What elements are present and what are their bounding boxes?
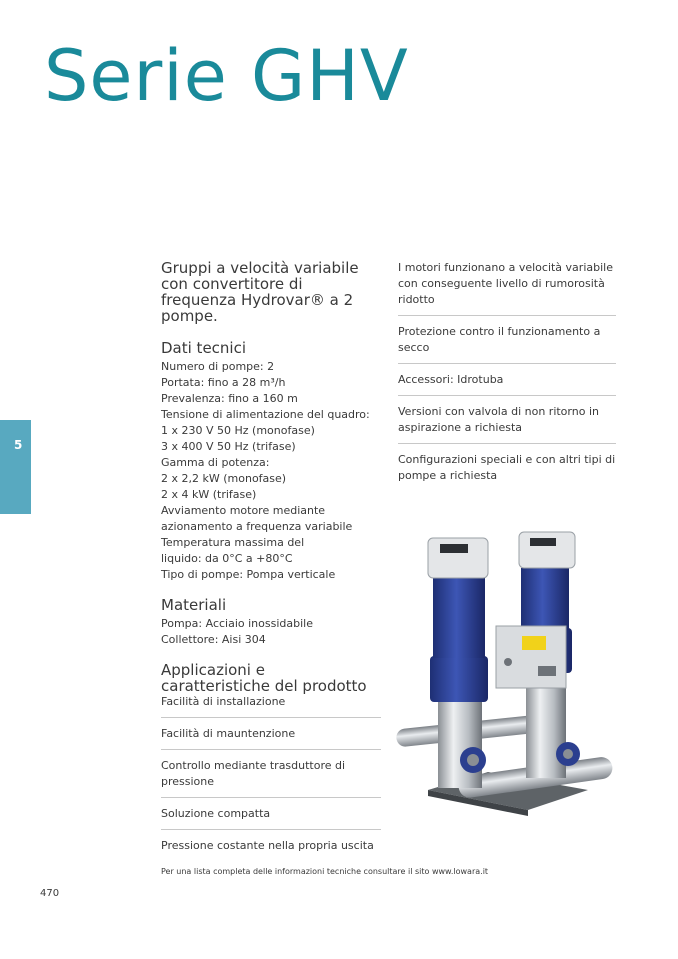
page-number: 470: [40, 888, 60, 899]
spec-item: 3 x 400 V 50 Hz (trifase): [161, 440, 296, 453]
dati-tecnici-heading: Dati tecnici: [161, 339, 247, 357]
right-feature-list: [398, 260, 616, 491]
spec-item: Prevalenza: fino a 160 m: [161, 392, 298, 405]
pump-group-illustration: [388, 528, 618, 816]
right-column: [398, 260, 616, 491]
materiali-heading: Materiali: [161, 596, 227, 614]
applicazioni-heading: [161, 662, 381, 694]
application-item: Soluzione compatta: [161, 798, 381, 830]
spec-item: 1 x 230 V 50 Hz (monofase): [161, 424, 315, 437]
section-tab-label: 5: [14, 438, 23, 452]
spec-item: Tipo di pompe: Pompa verticale: [161, 568, 336, 581]
page-title: Serie GHV: [44, 35, 409, 117]
left-column: [161, 260, 381, 861]
spec-item: 2 x 4 kW (trifase): [161, 488, 257, 501]
section-tab: [0, 420, 31, 514]
materiali-list: [161, 616, 381, 648]
intro-text: Gruppi a velocità variabile con convertitore di frequenza Hydrovar® a 2 pompe.: [161, 259, 359, 325]
material-item: Collettore: Aisi 304: [161, 633, 266, 646]
feature-item: Configurazioni speciali e con altri tipi di pompe a richiesta: [398, 453, 616, 482]
spec-item: azionamento a frequenza variabile: [161, 520, 353, 533]
application-item: Facilità di mauntenzione: [161, 718, 381, 750]
spec-item: Avviamento motore mediante: [161, 504, 326, 517]
spec-item: Temperatura massima del: [161, 536, 305, 549]
feature-item: Versioni con valvola di non ritorno in aspirazione a richiesta: [398, 396, 616, 444]
spec-item: Numero di pompe: 2: [161, 360, 275, 373]
feature-item: I motori funzionano a velocità variabile con conseguente livello di rumorosità ridotto: [398, 260, 616, 316]
applicazioni-list: [161, 694, 381, 861]
spec-item: liquido: da 0°C a +80°C: [161, 552, 293, 565]
spec-item: Portata: fino a 28 m³/h: [161, 376, 286, 389]
material-item: Pompa: Acciaio inossidabile: [161, 617, 313, 630]
footer-note: Per una lista completa delle informazioni tecniche consultare il sito www.lowara.it: [161, 867, 489, 876]
feature-item: Accessori: Idrotuba: [398, 364, 616, 396]
application-item: Pressione costante nella propria uscita: [161, 839, 374, 852]
spec-item: 2 x 2,2 kW (monofase): [161, 472, 287, 485]
application-item: Controllo mediante trasduttore di pressione: [161, 750, 381, 798]
application-item: Facilità di installazione: [161, 694, 381, 718]
spec-item: Tensione di alimentazione del quadro:: [161, 408, 370, 421]
feature-item: Protezione contro il funzionamento a secco: [398, 316, 616, 364]
spec-item: Gamma di potenza:: [161, 456, 270, 469]
applicazioni-heading-line1: Applicazioni e: [161, 661, 265, 679]
applicazioni-heading-line2: caratteristiche del prodotto: [161, 677, 367, 695]
dati-tecnici-list: [161, 359, 381, 583]
